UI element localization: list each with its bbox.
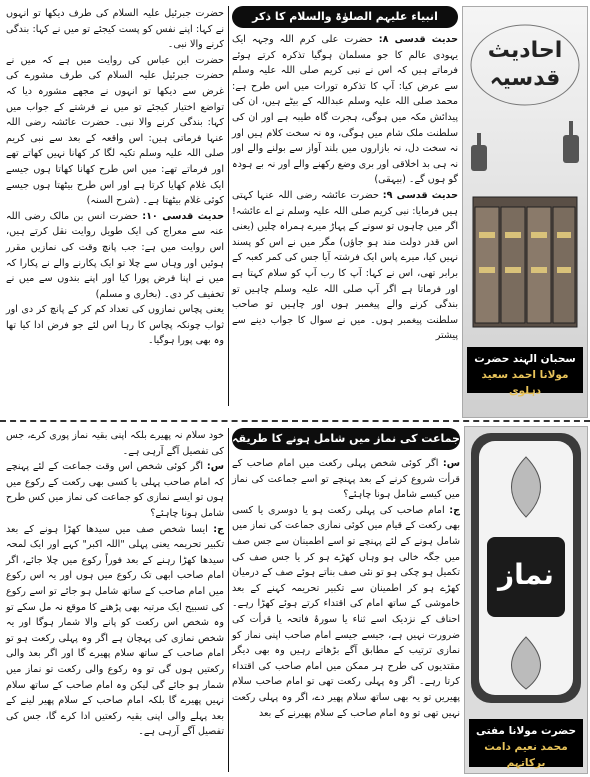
section1-author-line1: سحبان الہند حضرت	[474, 353, 576, 365]
paragraph-text: یعنی پچاس نمازوں کی تعداد کم کر کے پانچ کر دی اور ثواب چونکہ پچاس کا رہا اس لئے جو فرض ادا کیا تھا وہ بھی پورا ہوگیا۔	[6, 304, 224, 347]
section1-right-para-2	[6, 53, 224, 209]
hadith-number: حدیث قدسی ۱۰:	[142, 210, 224, 222]
books-icon	[473, 197, 577, 327]
paragraph-text: ایسا شخص صف میں سیدھا کھڑا ہونے کے بعد تکبیر تحریمہ یعنی پہلی "اللہ اکبر" کہے اور ایک لمحہ سیدھا کھڑا رہنے کے بعد فوراً رکوع میں چلا جائے، اگر امام صاحب ابھی تک رکوع میں ہوں اور یہ اس رکوع میں امام صاحب کے ساتھ شامل ہو جائے تو اسے رکوع کی تسبیح ایک مرتبہ بھی پڑھنے کا موقع نہ مل سکے تو وہ شخص اس رکعت کو پانے والا شمار ہوگا اور یہ شخص نمازی کی پہچان ہے اگر وہ پہلی رکعت ہو تو امام صاحب کے ساتھ سلام پھیرے گا اور اگر بعد والی رکعتیں ہوں گی تو وہ رکوع والی رکعت تو نماز میں شمار ہو جائے گی لیکن وہ امام صاحب کے ساتھ سلام نہیں پھیرے گا بلکہ امام صاحب کے سلام پھیر لینے کے بعد پہلے والی اپنی بقیہ رکعتیں ادا کرے گا، جس کی تفصیل آگے آرہی ہے۔	[6, 523, 224, 738]
section2-author-caption	[469, 719, 583, 767]
column-divider	[228, 428, 229, 772]
section2-header: جماعت کی نماز میں شامل ہونے کا طریقہ	[232, 428, 460, 450]
paragraph-text: حضرت ابن عباس کی روایت میں ہے کہ میں نے حضرت جبرئیل علیہ السلام کی طرف مشورے کی غرض سے دیکھا تو انہوں نے مجھے مشورہ دیا کہ تواضع اختیار کیجئے تو میں نے فرشتے کے جواب میں کہا: بندگی کرنے والا نبی۔ حضرت عائشہ رضی اللہ عنہا فرماتی ہیں: اس واقعہ کے بعد سے نبی کریم صلی اللہ علیہ وسلم تکیہ لگا کر کھانا نہیں کھاتے تھے اور فرماتے تھے: میں اس طرح کھانا کھاتا ہوں جیسے ایک غلام کھایا کرتا ہے اور اس طرح بیٹھتا ہوں جیسے کوئی غلام بیٹھتا ہے۔ (شرح السنہ)	[6, 54, 224, 207]
column-divider	[228, 6, 229, 406]
section1-middle-column	[232, 6, 458, 344]
section1-author-line2: مولانا احمد سعید دہلوی	[481, 369, 569, 397]
section1-header: انبیاء علیہم الصلوٰۃ والسلام کا ذکر	[232, 6, 458, 28]
question-marker: س:	[442, 458, 460, 469]
section1-right-para-1	[6, 6, 224, 53]
section2-author-line2: محمد نعیم دامت برکاتہم	[484, 741, 568, 769]
paragraph-text: حضرت انس بن مالک رضی اللہ عنہ سے معراج کی ایک طویل روایت نقل کرتے ہیں، اس روایت میں ہے: جب پانچ وقت کی نمازیں مقرر ہوئیں اور وہاں سے چلا تو ایک پکارنے والے نے پکارا کہ میں نے اپنا فرض پورا کیا اور اپنے بندوں سے میں نے تخفیف کر دی۔ (بخاری و مسلم)	[6, 210, 224, 300]
section2-title-art: نماز	[498, 558, 554, 591]
answer-marker: ج:	[449, 504, 460, 516]
paragraph-text: حضرت جبرئیل علیہ السلام کی طرف دیکھا تو انہوں نے کہا: اپنے نفس کو پست کیجئے تو میں نے کہا: بندگی کرنے والا نبی۔	[6, 8, 224, 51]
paragraph-text: امام صاحب کی پہلی رکعت ہو یا دوسری یا کسی بھی رکعت کے قیام میں کوئی نمازی جماعت کی نماز میں شامل ہونے کے لئے پہنچے تو اسے اطمینان سے جس صف میں جگہ خالی ہو وہاں کھڑے ہو کر یا جس صف کی تکمیل ہو چکی ہو تو نئی صف بناتے ہوئے صف کے درمیان کھڑے ہو کر اطمینان سے تکبیر تحریمہ کہنے کے بعد خاموشی کے ساتھ امام کی اقتداء کرتے ہوئے کھڑا رہے۔ احناف کے نزدیک اسے ثناء یا سورۂ فاتحہ یا قرأت کی ضرورت نہیں ہے، جیسے جیسے امام صاحب اپنی نماز کو نمازی ترتیب کے مطابق آگے بڑھاتے رہیں وہ بھی دیگر مقتدیوں کی طرح ہر ممکن میں امام صاحب کی اقتداء کرتا رہے۔ اگر وہ پہلی رکعت تھی تو امام صاحب سلام پھیریں تو یہ بھی ساتھ سلام پھیر دے، اگر وہ پہلی رکعت نہیں تھی تو وہ امام صاحب کے سلام پھیرنے کے بعد	[232, 504, 460, 719]
paragraph-text: حضرت علی کرم اللہ وجہہ ایک یہودی عالم کا جو مسلمان ہوگیا تذکرہ کرتے ہوئے فرماتے ہیں کہ اس نے نبی کریم صلی اللہ علیہ وسلم سے عرض کیا: آپ کا تذکرہ تورات میں اس طرح ہے: محمد صلی اللہ علیہ وسلم عبداللہ کے بیٹے ہیں، ان کی پیدائش مکہ میں ہوگی، ہجرت گاہ طیبہ ہے اور ان کی سلطنت ملک شام میں ہوگی، وہ نہ سخت کلام ہیں اور نہ سخت دل، نہ بازاروں میں بلند آواز سے بولنے والے اور نہ ہی بد اخلاقی اور بری وضع رکھنے والے اور نہ بے ہودہ گو ہوں گے۔ (بیہقی)	[232, 34, 458, 186]
book-art-panel	[462, 6, 588, 418]
paragraph-text: اگر کوئی شخص پہلی رکعت میں امام صاحب کے قرأت شروع کرنے کے بعد پہنچے تو اسے جماعت کی نماز میں کیسے شامل ہونا چاہئے؟	[232, 458, 460, 501]
answer-marker: ج:	[213, 523, 224, 535]
section1-mid-para-1	[232, 32, 458, 188]
section1-right-para-3	[6, 209, 224, 303]
section2-right-para-2	[6, 459, 224, 521]
section1-mid-para-2	[232, 188, 458, 344]
question-marker: س:	[206, 461, 224, 473]
paragraph-text: خود سلام نہ پھیرے بلکہ اپنی بقیہ نماز پوری کرے، جس کی تفصیل آگے آرہی ہے۔	[6, 430, 224, 457]
section2-right-column	[6, 428, 224, 740]
paragraph-text: اگر کوئی شخص اس وقت جماعت کے لئے پہنچے کہ امام صاحب پہلی یا کسی بھی رکعت کے رکوع میں ہوں تو ایسے نمازی کو جماعت کی نماز میں کس طرح شامل ہونا چاہئے؟	[6, 461, 224, 519]
section2-middle-column	[232, 428, 460, 721]
section2-author-line1: حضرت مولانا مفتی	[475, 725, 577, 737]
section1-title-art: احادیث قدسیہ	[487, 38, 563, 91]
hadith-number: حدیث قدسی ۸:	[378, 34, 458, 45]
section1-right-para-4	[6, 302, 224, 349]
section2-mid-para-1	[232, 456, 460, 503]
section2-right-para-1	[6, 428, 224, 459]
paragraph-text: حضرت عائشہ رضی اللہ عنہا کہتی ہیں فرمایا: نبی کریم صلی اللہ علیہ وسلم نے اے عائشہ! اگر میں چاہوں تو سونے کے پہاڑ میرے ہمراہ چلیں (یعنی اس قدر دولت مند ہو جاؤں) مگر میں نے اس کو پسند نہیں کیا، میرے پاس ایک فرشتہ آیا جس کی کمر کعبہ کے برابر تھی، اس نے کہا: آپ کا رب آپ کو سلام کہتا ہے اور فرماتا ہے اگر آپ صلی اللہ علیہ وسلم چاہیں تو بندگی کرنے والے پیغمبر ہوں اور چاہیں تو صاحب سلطنت پیغمبر ہوں۔ میں نے سوال کا جواب دینے سے پیشتر	[232, 189, 458, 342]
section-divider	[0, 420, 590, 422]
section1-right-column	[6, 6, 224, 349]
section2-right-para-3	[6, 522, 224, 740]
hadith-number: حدیث قدسی ۹:	[382, 189, 459, 201]
section1-author-caption	[467, 347, 583, 397]
section2-mid-para-2	[232, 503, 460, 721]
namaz-art-panel	[464, 426, 588, 774]
